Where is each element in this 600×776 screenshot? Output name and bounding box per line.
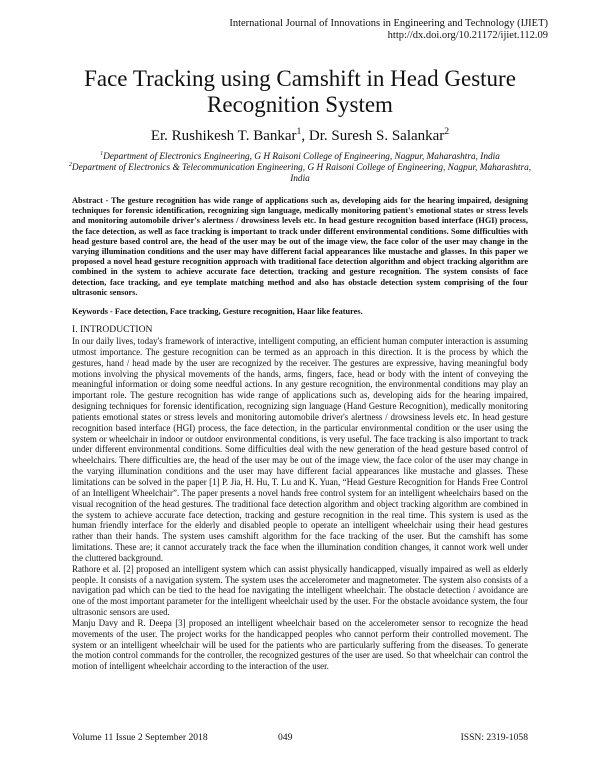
abstract: Abstract - The gesture recognition has wide range of applications such as, developing aids for the hearing impaired, designing techniques for forensic identification, recognizing sign language, medically monitoring patient's emotional states or stress levels and monitoring automobile driver's alertness / drowsiness levels etc. In head gesture recognition based interface (HGI) process, the face detection, as well as face tracking is important to track under different environmental conditions. Some difficulties with head gesture based control are, the head of the user may be out of the image view, the face color of the user may change in the varying illumination conditions and the user may have different facial appearances like mustache and glasses. In this paper we proposed a novel head gesture recognition approach with traditional face detection algorithm and object tracking algorithm are combined in the system to achieve accurate face detection, tracking and gesture recognition. The system consists of face detection, face tracking, and eye template matching method and also has obstacle detection system comprising of the four ultrasonic sensors.	[72, 196, 528, 297]
paragraph: Rathore et al. [2] proposed an intelligent system which can assist physically handicapped, visually impaired as well as elderly people. It consists of a navigation system. The system uses the accelerometer and magnetometer. The system also consists of a navigation pad which can be tied to the head foe navigating the intelligent wheelchair. The obstacle detection / avoidance are one of the most important parameter for the intelligent wheelchair used by the user. For the obstacle avoidance system, the four ultrasonic sensors are used.	[72, 563, 528, 618]
paragraph: Manju Davy and R. Deepa [3] proposed an intelligent wheelchair based on the accelerometer sensor to recognize the head movements of the user. The project works for the handicapped peoples who cannot perform their controlled movement. The system or an intelligent wheelchair will be used for the patients who are particularly suffering from the diseases. To generate the motion control commands for the controller, the recognized gestures of the user are used. So that wheelchair can control the motion of intelligent wheelchair according to the interaction of the user.	[72, 617, 528, 672]
keywords: Keywords - Face detection, Face tracking, Gesture recognition, Haar like features.	[72, 307, 363, 316]
affiliations	[60, 152, 540, 185]
author-1-sup: 1	[296, 126, 302, 137]
author-line	[40, 128, 560, 145]
doi-link[interactable]: http://dx.doi.org/10.21172/ijiet.112.09	[387, 30, 548, 41]
body-text	[72, 336, 528, 672]
footer-page-number: 049	[278, 732, 293, 743]
affiliation-2: $^2$Department of Electronics & Telecommunication Engineering, G H Raisoni College of Engineering, Nagpur, Maharashtra, India	[68, 161, 532, 184]
paper-title: Face Tracking using Camshift in Head Gesture Recognition System	[84, 66, 516, 117]
author-separator: ,	[301, 128, 309, 144]
author-2: Dr. Suresh S. Salankar	[308, 128, 445, 144]
footer-issn: ISSN: 2319-1058	[460, 732, 528, 743]
journal-name: International Journal of Innovations in Engineering and Technology (IJIET)	[229, 18, 548, 29]
footer-volume: Volume 11 Issue 2 September 2018	[72, 732, 208, 743]
running-header	[229, 18, 548, 42]
affiliation-1: $^1$Department of Electronics Engineering, G H Raisoni College of Engineering, Nagpur, Maharashtra, India	[100, 150, 500, 162]
author-1: Er. Rushikesh T. Bankar	[150, 128, 297, 144]
section-heading-introduction: I. INTRODUCTION	[72, 324, 153, 335]
paragraph: In our daily lives, today's framework of interactive, intelligent computing, an efficient human computer interaction is assuming utmost importance. The gesture recognition can be termed as an approach in this direction. It is the process by which the gestures, hand / head made by the user are recognized by the receiver. The gestures are expressive, having meaningful body motions involving the physical movements of the hands, arms, fingers, face, head or body with the intent of conveying the meaningful information or doing some needful actions. In any gesture recognition, the environmental conditions may play an important role. The gesture recognition has wide range of applications such as, developing aids for the hearing impaired, designing techniques for forensic identification, recognizing sign language (Hand Gesture Recognition), medically monitoring patients emotional states or stress levels and monitoring automobile driver's alertness / drowsiness levels etc. In head gesture recognition based interface (HGI) process, the face detection, in the particular environmental condition or the user using the system or wheelchair in indoor or outdoor environmental conditions, is very useful. The face tracking is also important to track under different environmental conditions. Some difficulties deal with the new generation of the head gesture based control of wheelchairs. There difficulties are, the head of the user may be out of the image view, the face color of the user may change in the varying illumination conditions and the user may have different facial appearances like mustache and glasses. These limitations can be solved in the paper [1] P. Jia, H. Hu, T. Lu and K. Yuan, “Head Gesture Recognition for Hands Free Control of an Intelligent Wheelchair”. The paper presents a novel hands free control system for an intelligent wheelchairs based on the visual recognition of the head gestures. The traditional face detection algorithm and object tracking algorithm are combined in the system to achieve accurate face detection, tracking and gesture recognition in the real time. This system is used as the human friendly interface for the elderly and disabled people to operate an intelligent wheelchair using their head gestures rather than their hands. The system uses camshift algorithm for the face tracking of the user. But the camshift has some limitations. These are; it cannot accurately track the face when the illumination condition changes, it cannot work well under the cluttered background.	[72, 336, 528, 563]
author-2-sup: 2	[444, 126, 450, 137]
